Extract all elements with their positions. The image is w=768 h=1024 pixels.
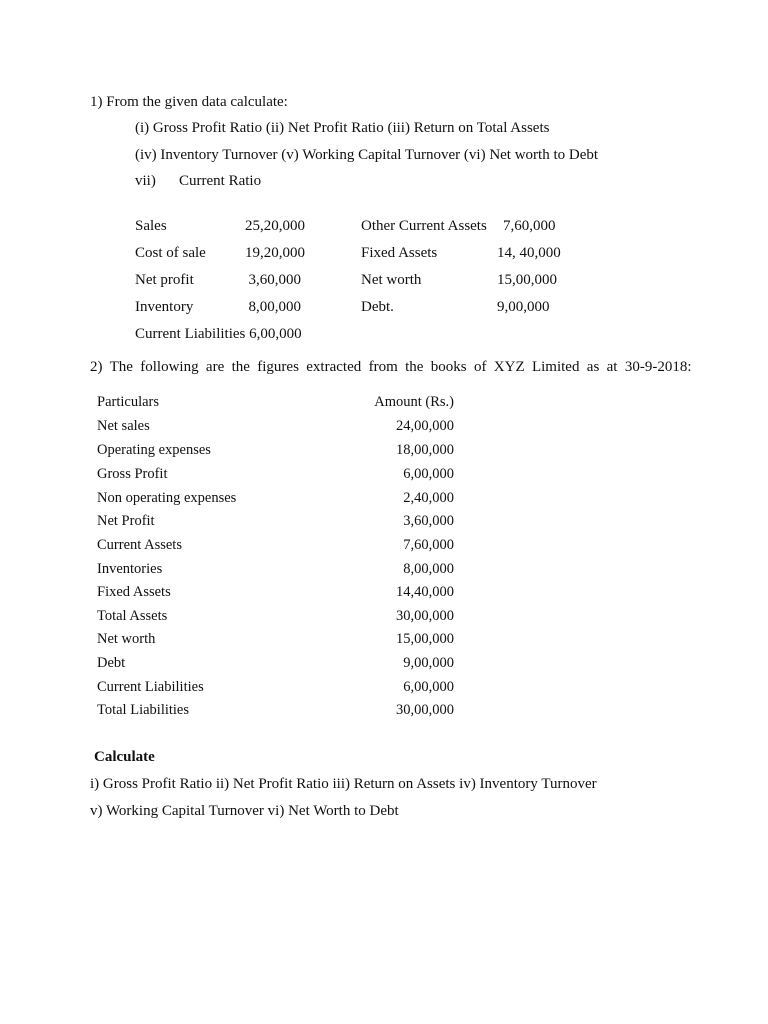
q1-right-value: 9,00,000 (497, 299, 550, 315)
q2-row-label: Fixed Assets (97, 584, 171, 600)
q2-header-amount: Amount (Rs.) (374, 394, 454, 410)
q1-left-label: Inventory (135, 299, 194, 315)
q1-left-label: Sales (135, 218, 167, 234)
q1-left-label: Cost of sale (135, 245, 206, 261)
q1-left-value: 25,20,000 (245, 218, 305, 234)
q1-left-value: 8,00,000 (248, 299, 301, 315)
q1-line-3-number: vii) (135, 173, 156, 189)
q2-row-value: 24,00,000 (396, 418, 454, 434)
q2-row-label: Current Assets (97, 537, 182, 553)
q2-row-label: Inventories (97, 561, 163, 577)
q1-line-1: (i) Gross Profit Ratio (ii) Net Profit Ratio (iii) Return on Total Assets (135, 120, 550, 136)
q2-row-label: Net worth (97, 631, 156, 647)
q2-header-particulars: Particulars (97, 394, 160, 410)
q1-left-value: 19,20,000 (245, 245, 305, 261)
q2-row-label: Debt (97, 655, 126, 671)
q2-row-value: 14,40,000 (396, 584, 454, 600)
calc-line-1: i) Gross Profit Ratio ii) Net Profit Ratio iii) Return on Assets iv) Inventory Turnover (90, 776, 597, 792)
q2-row-value: 30,00,000 (396, 702, 454, 718)
q2-row-value: 6,00,000 (403, 679, 454, 695)
q2-row-value: 7,60,000 (403, 537, 454, 553)
q1-right-value: 15,00,000 (497, 272, 557, 288)
q2-row-value: 8,00,000 (403, 561, 454, 577)
q2-row-value: 15,00,000 (396, 631, 454, 647)
q2-row-label: Net Profit (97, 513, 155, 529)
q1-right-label: Debt. (361, 299, 394, 315)
q2-row-value: 18,00,000 (396, 442, 454, 458)
q1-line-3-text: Current Ratio (179, 173, 262, 189)
calculate-heading: Calculate (94, 749, 155, 765)
q1-line-2: (iv) Inventory Turnover (v) Working Capital Turnover (vi) Net worth to Debt (135, 147, 599, 163)
q1-right-label: Other Current Assets (361, 218, 487, 234)
q1-left-label: Net profit (135, 272, 194, 288)
q2-row-label: Gross Profit (97, 466, 168, 482)
q2-row-value: 9,00,000 (403, 655, 454, 671)
q2-row-value: 6,00,000 (403, 466, 454, 482)
q2-row-label: Total Assets (97, 608, 168, 624)
q2-row-label: Current Liabilities (97, 679, 204, 695)
q1-current-liabilities: Current Liabilities 6,00,000 (135, 326, 302, 342)
calc-line-2: v) Working Capital Turnover vi) Net Worth to Debt (90, 803, 399, 819)
q2-row-label: Total Liabilities (97, 702, 190, 718)
q2-row-value: 30,00,000 (396, 608, 454, 624)
q1-left-value: 3,60,000 (248, 272, 301, 288)
q2-row-value: 3,60,000 (403, 513, 454, 529)
q2-row-value: 2,40,000 (403, 490, 454, 506)
q1-right-value: 7,60,000 (503, 218, 556, 234)
q2-row-label: Operating expenses (97, 442, 211, 458)
q1-intro: 1) From the given data calculate: (90, 94, 288, 110)
q2-intro: 2) The following are the figures extracted from the books of XYZ Limited as at 30-9-2018: (90, 359, 692, 375)
q1-right-value: 14, 40,000 (497, 245, 561, 261)
q1-right-label: Fixed Assets (361, 245, 438, 261)
q2-row-label: Net sales (97, 418, 150, 434)
q1-right-label: Net worth (361, 272, 422, 288)
q2-row-label: Non operating expenses (97, 490, 237, 506)
